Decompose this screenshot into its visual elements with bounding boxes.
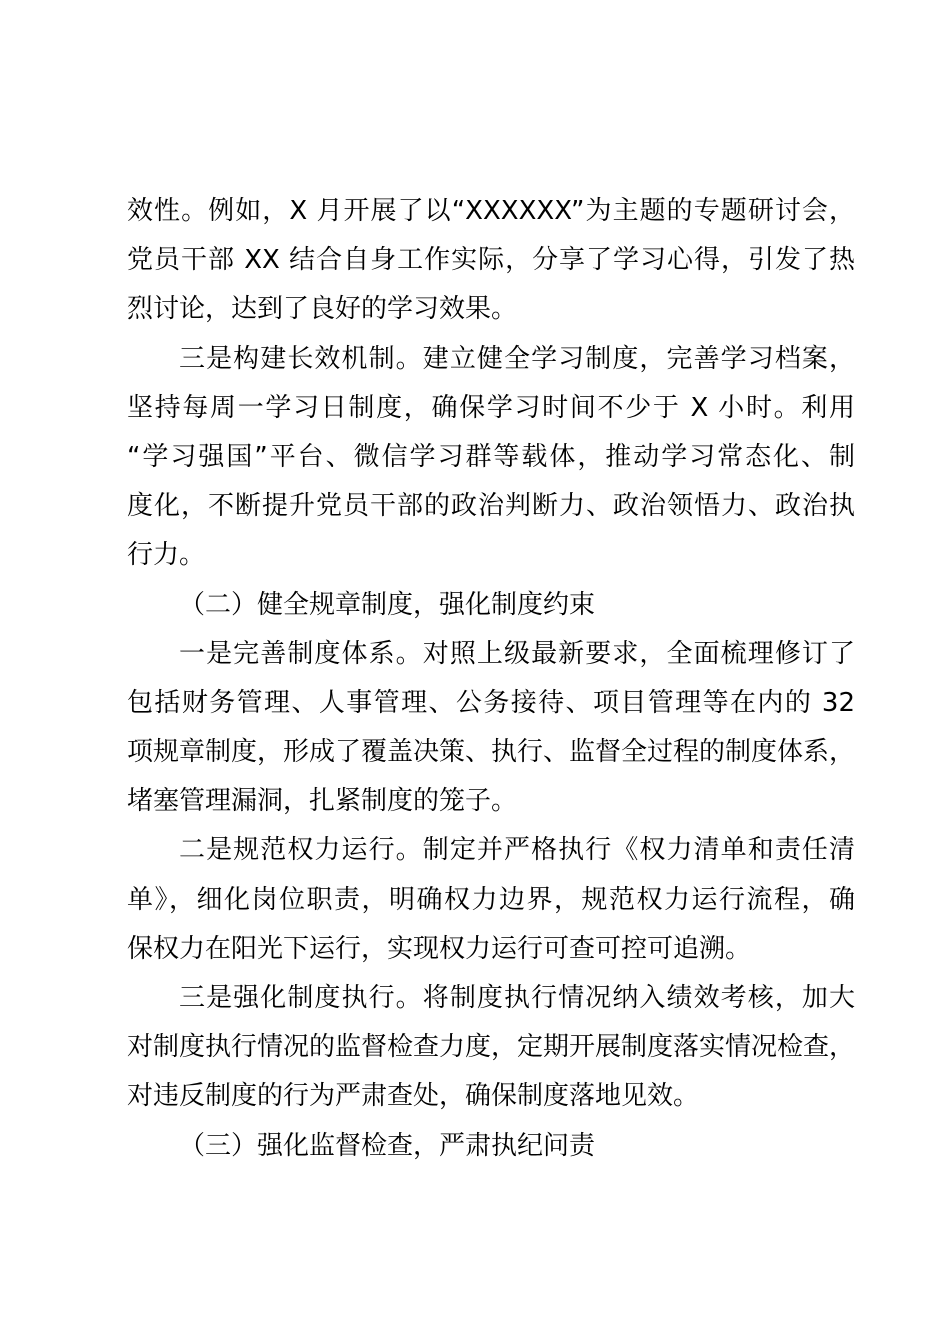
text-line-8: 行力。 — [127, 540, 206, 571]
text-line-3: 烈讨论，达到了良好的学习效果。 — [127, 294, 518, 325]
text-line-6: “学习强国”平台、微信学习群等载体，推动学习常态化、制 — [127, 441, 855, 472]
text-line-16: 保权力在阳光下运行，实现权力运行可查可控可追溯。 — [127, 933, 752, 964]
text-line-10: 一是完善制度体系。对照上级最新要求，全面梳理修订了 — [179, 638, 855, 669]
text-line-17: 三是强化制度执行。将制度执行情况纳入绩效考核，加大 — [179, 983, 855, 1013]
text-line-19: 对违反制度的行为严肃查处，确保制度落地见效。 — [127, 1081, 700, 1112]
text-line-18: 对制度执行情况的监督检查力度，定期开展制度落实情况检查， — [127, 1032, 856, 1063]
text-line-12: 项规章制度，形成了覆盖决策、执行、监督全过程的制度体系， — [127, 737, 856, 768]
text-line-14: 二是规范权力运行。制定并严格执行《权力清单和责任清 — [179, 835, 855, 866]
text-line-4: 三是构建长效机制。建立健全学习制度，完善学习档案， — [179, 343, 855, 374]
text-line-13: 堵塞管理漏洞，扎紧制度的笼子。 — [127, 786, 518, 817]
section-heading-3: （三）强化监督检查，严肃执纪问责 — [179, 1130, 596, 1161]
text-line-11: 包括财务管理、人事管理、公务接待、项目管理等在内的 32 — [127, 687, 855, 718]
text-line-5: 坚持每周一学习日制度，确保学习时间不少于 X 小时。利用 — [127, 392, 855, 423]
section-heading-2: （二）健全规章制度，强化制度约束 — [179, 589, 596, 620]
document-body — [127, 187, 855, 1171]
text-line-15: 单》，细化岗位职责，明确权力边界，规范权力运行流程，确 — [127, 884, 855, 915]
text-line-2: 党员干部 XX 结合自身工作实际，分享了学习心得，引发了热 — [127, 245, 855, 276]
text-line-1: 效性。例如，X 月开展了以“XXXXXX”为主题的专题研讨会， — [127, 196, 855, 226]
text-line-7: 度化，不断提升党员干部的政治判断力、政治领悟力、政治执 — [127, 491, 855, 522]
